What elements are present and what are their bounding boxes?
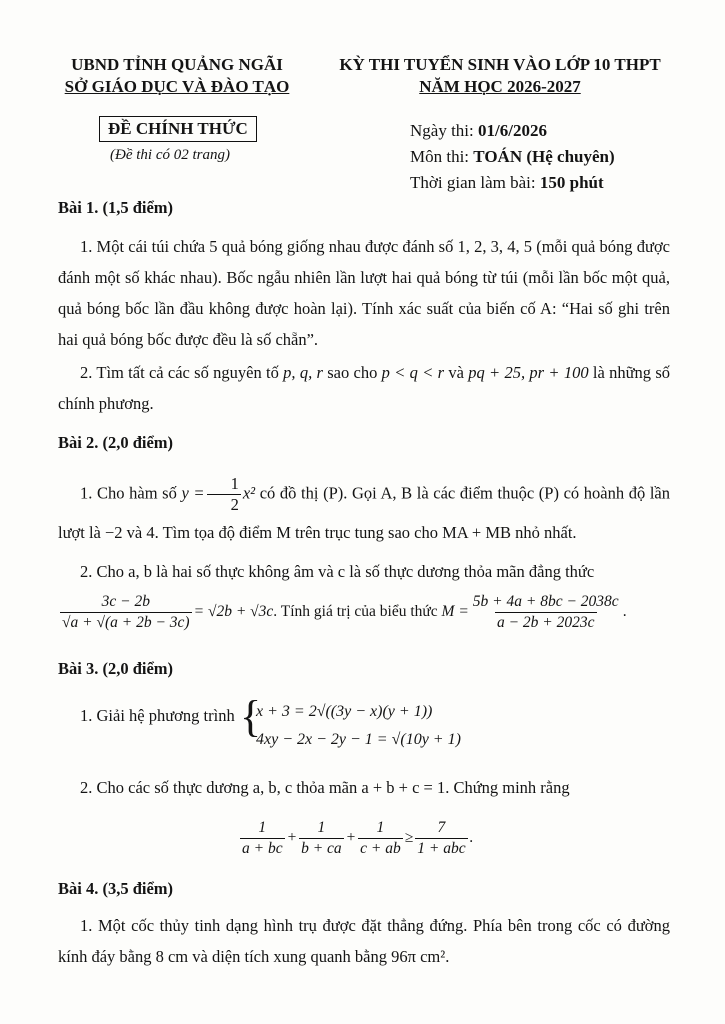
- exam-heading: [320, 54, 680, 98]
- term-rhs: $\frac{7}{\text{1 + abc}}$: [417, 819, 466, 857]
- bai2-question-1: 1. Cho hàm số y = $\frac{1}{2}$ x² có đồ thị (P). Gọi A, B là các điểm thuộc (P) có hoành độ lần lượt là −2 và 4. Tìm tọa độ điểm M trên trục tung sao cho MA + MB nhỏ nhất.: [58, 474, 670, 542]
- bai3-question-2-text: 2. Cho các số thực dương a, b, c thỏa mãn a + b + c = 1. Chứng minh rằng: [80, 778, 570, 797]
- inequality: $\frac{1}{a + bc}$ + $\frac{1}{b + ca}$ + $\frac{1}{c + ab}$ ≥ $\frac{7}{\text{1 + abc}}$ .: [242, 819, 474, 857]
- exam-duration: Thời gian làm bài: 150 phút: [410, 173, 604, 192]
- system-brace: {: [240, 692, 262, 741]
- term-2: $\frac{1}{b + ca}$: [301, 819, 342, 857]
- province-committee: UBND TỈNH QUẢNG NGÃI: [71, 55, 283, 74]
- exam-name: KỲ THI TUYỂN SINH VÀO LỚP 10 THPT: [339, 55, 661, 74]
- bai1-question-1: 1. Một cái túi chứa 5 quả bóng giống nhau được đánh số 1, 2, 3, 4, 5 (mỗi quả bóng được đánh một số khác nhau). Bốc ngẫu nhiên lần lượt hai quả bóng từ túi (mỗi lần bốc một quả, quả bóng bốc lần đầu không được hoàn lại). Tính xác suất của biến cố A: “Hai số ghi trên hai quả bóng bốc được đều là số chẵn”.: [58, 237, 670, 349]
- bai2-question-2-text: 2. Cho a, b là hai số thực không âm và c là số thực dương thỏa mãn đẳng thức: [80, 562, 595, 581]
- term-1: $\frac{1}{a + bc}$: [242, 819, 283, 857]
- exam-info: [410, 118, 615, 196]
- bai4-question-1: 1. Một cốc thủy tinh dạng hình trụ được đặt thẳng đứng. Phía bên trong cốc có đường kính đáy bằng 8 cm và diện tích xung quanh bằng 96π cm².: [58, 916, 670, 966]
- section-title-bai2: Bài 2. (2,0 điểm): [58, 433, 174, 452]
- fraction-M: $\frac{5b + 4a + 8bc - 2038c}{a - 2b + 2023c}$: [472, 593, 619, 631]
- equation-system: [256, 698, 461, 754]
- pages-note: (Đề thi có 02 trang): [110, 147, 230, 163]
- equation-1: x + 3 = 2√((3y − x)(y + 1)): [256, 703, 433, 720]
- bai2-question-2-formula: $\frac{3c - 2b}{√a + √(a + 2b - 3c)}$ = √2b + √3c. Tính giá trị của biểu thức M = $\frac{5b + 4a + 8bc - 2038c}{a - 2b + 2023c}$ .: [62, 593, 627, 631]
- department-name: [48, 54, 306, 98]
- section-title-bai1: Bài 1. (1,5 điểm): [58, 198, 174, 217]
- fraction-condition: $\frac{3c - 2b}{√a + √(a + 2b - 3c)}$: [62, 593, 190, 631]
- bai1-question-2: 2. Tìm tất cả các số nguyên tố p, q, r sao cho p < q < r và pq + 25, pr + 100 là những số chính phương.: [58, 363, 670, 413]
- fraction-one-half: $\frac{1}{2}$: [207, 474, 241, 515]
- equation-2: 4xy − 2x − 2y − 1 = √(10y + 1): [256, 731, 461, 748]
- exam-subject: Môn thi: TOÁN (Hệ chuyên): [410, 147, 615, 166]
- section-title-bai3: Bài 3. (2,0 điểm): [58, 659, 174, 678]
- term-3: $\frac{1}{c + ab}$: [360, 819, 401, 857]
- school-year: NĂM HỌC 2026-2027: [419, 77, 581, 96]
- bai3-question-1-text: 1. Giải hệ phương trình: [80, 706, 235, 725]
- official-exam-box: ĐỀ CHÍNH THỨC: [99, 116, 257, 142]
- section-title-bai4: Bài 4. (3,5 điểm): [58, 879, 174, 898]
- education-department: SỞ GIÁO DỤC VÀ ĐÀO TẠO: [64, 77, 290, 96]
- exam-date: Ngày thi: 01/6/2026: [410, 121, 547, 140]
